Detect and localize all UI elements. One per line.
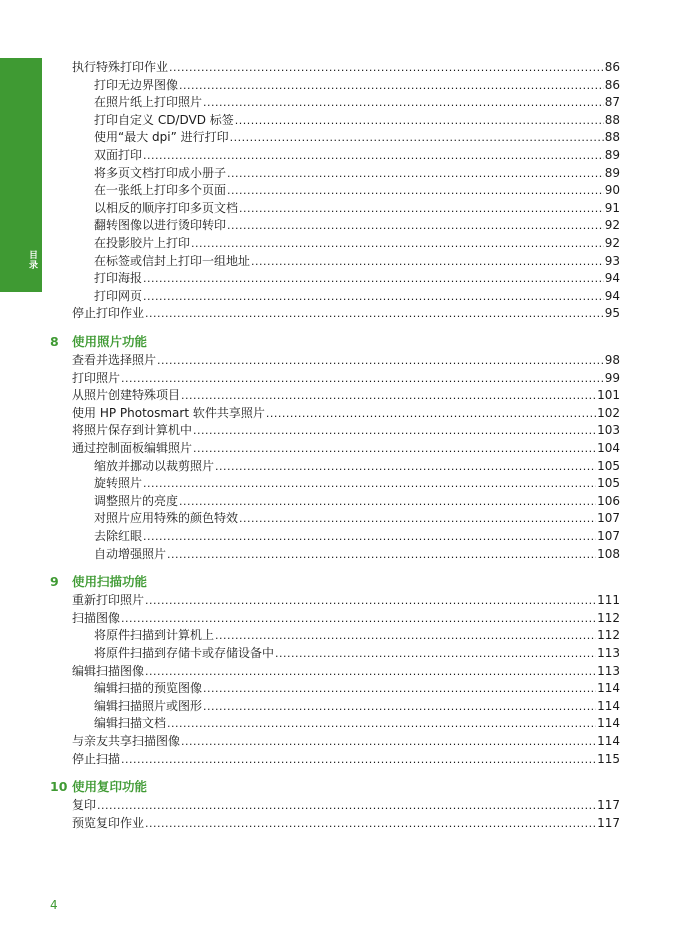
toc-entry[interactable] xyxy=(94,181,620,199)
dot-leader xyxy=(145,304,604,322)
toc-entry-title: 打印网页 xyxy=(94,288,143,303)
toc-entry[interactable] xyxy=(72,351,620,369)
toc-entry-title: 以相反的顺序打印多页文档 xyxy=(94,200,239,215)
toc-entry-page: 113 xyxy=(597,663,620,678)
toc-entry[interactable] xyxy=(94,146,620,164)
toc-entry-page: 90 xyxy=(604,183,620,198)
dot-leader xyxy=(203,679,596,697)
dot-leader xyxy=(181,732,596,750)
dot-leader xyxy=(167,714,596,732)
toc-entry-page: 114 xyxy=(597,681,620,696)
toc-entry-page: 112 xyxy=(597,610,620,625)
toc-entry-title: 停止扫描 xyxy=(72,751,121,766)
toc-entry-page: 115 xyxy=(597,751,620,766)
toc-entry-page: 105 xyxy=(597,458,620,473)
toc-entry-page: 92 xyxy=(604,218,620,233)
toc-entry-title: 编辑扫描图像 xyxy=(72,663,145,678)
toc-entry[interactable] xyxy=(94,714,620,732)
dot-leader xyxy=(167,545,596,563)
toc-entry[interactable] xyxy=(72,421,620,439)
page-number: 4 xyxy=(50,898,58,912)
toc-entry[interactable] xyxy=(72,58,620,76)
chapter-title: 使用复印功能 xyxy=(72,779,148,795)
dot-leader xyxy=(227,216,604,234)
chapter-number: 10 xyxy=(50,779,68,795)
toc-entry-title: 在照片纸上打印照片 xyxy=(94,95,203,110)
toc-entry[interactable] xyxy=(94,216,620,234)
dot-leader xyxy=(145,814,596,832)
toc-entry-title: 预览复印作业 xyxy=(72,815,145,830)
toc-entry[interactable] xyxy=(72,369,620,387)
dot-leader xyxy=(143,474,596,492)
toc-entry-title: 对照片应用特殊的颜色特效 xyxy=(94,511,239,526)
toc-entry-title: 通过控制面板编辑照片 xyxy=(72,441,193,455)
toc-entry[interactable] xyxy=(72,386,620,404)
toc-entry[interactable] xyxy=(72,750,620,768)
dot-leader xyxy=(203,697,596,715)
dot-leader xyxy=(179,76,604,94)
toc-entry-title: 扫描图像 xyxy=(72,610,121,625)
toc-entry-page: 91 xyxy=(604,200,620,215)
toc-entry-page: 86 xyxy=(604,60,620,74)
chapter-heading[interactable] xyxy=(50,573,147,591)
toc-entry-page: 94 xyxy=(604,288,620,303)
toc-entry-page: 102 xyxy=(597,405,620,420)
dot-leader xyxy=(181,386,596,404)
toc-entry-title: 编辑扫描文档 xyxy=(94,716,167,731)
toc-entry-page: 117 xyxy=(597,815,620,830)
toc-entry-page: 107 xyxy=(597,511,620,526)
toc-entry-page: 95 xyxy=(604,306,620,321)
toc-entry-page: 108 xyxy=(597,546,620,561)
dot-leader xyxy=(121,369,604,387)
dot-leader xyxy=(227,164,604,182)
toc-entry[interactable] xyxy=(72,609,620,627)
toc-entry-title: 自动增强照片 xyxy=(94,546,167,561)
toc-entry[interactable] xyxy=(94,76,620,94)
toc-entry[interactable] xyxy=(94,128,620,146)
toc-entry[interactable] xyxy=(94,474,620,492)
toc-entry-title: 执行特殊打印作业 xyxy=(72,60,169,74)
toc-entry-page: 111 xyxy=(597,593,620,608)
dot-leader xyxy=(143,287,604,305)
toc-entry-title: 与亲友共享扫描图像 xyxy=(72,734,181,748)
toc-entry[interactable] xyxy=(72,439,620,457)
toc-entry-page: 88 xyxy=(604,112,620,127)
toc-entry-title: 去除红眼 xyxy=(94,529,143,543)
toc-entry-page: 117 xyxy=(597,798,620,813)
dot-leader xyxy=(145,662,596,680)
dot-leader xyxy=(251,252,604,270)
toc-entry[interactable] xyxy=(94,287,620,305)
chapter-number: 8 xyxy=(50,334,59,349)
dot-leader xyxy=(239,509,596,527)
toc-entry-page: 112 xyxy=(597,628,620,643)
toc-entry-page: 98 xyxy=(604,353,620,367)
toc-entry-page: 113 xyxy=(597,646,620,660)
toc-entry-title: 将原件扫描到存储卡或存储设备中 xyxy=(94,646,275,660)
chapter-heading[interactable] xyxy=(50,333,147,351)
toc-entry[interactable] xyxy=(94,679,620,697)
toc-entry[interactable] xyxy=(94,111,620,129)
toc-entry[interactable] xyxy=(72,404,620,422)
toc-entry-title: 停止打印作业 xyxy=(72,306,145,321)
dot-leader xyxy=(143,146,604,164)
toc-entry-page: 94 xyxy=(604,271,620,286)
toc-entry-page: 103 xyxy=(597,423,620,438)
toc-entry-title: 编辑扫描照片或图形 xyxy=(94,698,203,713)
toc-entry[interactable] xyxy=(94,234,620,252)
dot-leader xyxy=(169,58,604,76)
toc-entry-title: 使用“最大 dpi” 进行打印 xyxy=(94,130,229,145)
dot-leader xyxy=(215,457,596,475)
toc-entry-title: 在一张纸上打印多个页面 xyxy=(94,183,227,198)
toc-entry[interactable] xyxy=(94,545,620,563)
dot-leader xyxy=(227,181,604,199)
dot-leader xyxy=(215,626,596,644)
toc-entry-page: 106 xyxy=(597,493,620,508)
toc-entry-title: 编辑扫描的预览图像 xyxy=(94,681,203,696)
toc-entry[interactable] xyxy=(94,644,620,662)
dot-leader xyxy=(230,128,604,146)
dot-leader xyxy=(145,591,596,609)
toc-entry-page: 86 xyxy=(604,77,620,92)
side-tab-label: 目录 xyxy=(27,250,37,270)
toc-entry-page: 89 xyxy=(604,165,620,180)
chapter-heading[interactable] xyxy=(50,778,147,796)
toc-entry-title: 双面打印 xyxy=(94,148,143,162)
chapter-title: 使用照片功能 xyxy=(72,334,148,349)
toc-entry-title: 缩放并挪动以裁剪照片 xyxy=(94,458,215,473)
toc-entry-title: 将多页文档打印成小册子 xyxy=(94,165,227,180)
dot-leader xyxy=(121,609,596,627)
toc-entry-title: 从照片创建特殊项目 xyxy=(72,388,181,403)
dot-leader xyxy=(157,351,604,369)
toc-entry[interactable] xyxy=(94,252,620,270)
dot-leader xyxy=(203,93,604,111)
toc-entry-title: 打印照片 xyxy=(72,370,121,385)
toc-entry-page: 114 xyxy=(597,716,620,731)
toc-entry[interactable] xyxy=(94,269,620,287)
dot-leader xyxy=(193,439,596,457)
dot-leader xyxy=(143,527,596,545)
toc-entry[interactable] xyxy=(72,732,620,750)
toc-entry-title: 使用 HP Photosmart 软件共享照片 xyxy=(72,405,265,420)
toc-entry[interactable] xyxy=(72,591,620,609)
toc-entry[interactable] xyxy=(94,164,620,182)
toc-entry-title: 打印无边界图像 xyxy=(94,77,179,92)
dot-leader xyxy=(97,796,596,814)
dot-leader xyxy=(275,644,596,662)
toc-entry-page: 107 xyxy=(597,529,620,543)
toc-entry-title: 重新打印照片 xyxy=(72,593,145,608)
toc-entry[interactable] xyxy=(94,457,620,475)
toc-entry-page: 105 xyxy=(597,476,620,491)
toc-entry-title: 复印 xyxy=(72,798,97,813)
toc-entry-title: 翻转图像以进行烫印转印 xyxy=(94,218,227,233)
toc-entry[interactable] xyxy=(94,93,620,111)
toc-entry-page: 93 xyxy=(604,253,620,268)
dot-leader xyxy=(193,421,596,439)
toc-entry-page: 92 xyxy=(604,236,620,250)
toc-entry[interactable] xyxy=(94,199,620,217)
dot-leader xyxy=(121,750,596,768)
dot-leader xyxy=(179,492,596,510)
toc-entry[interactable] xyxy=(94,626,620,644)
toc-entry-page: 114 xyxy=(597,698,620,713)
dot-leader xyxy=(239,199,604,217)
toc-entry[interactable] xyxy=(94,492,620,510)
toc-entry-page: 101 xyxy=(597,388,620,403)
toc-entry-page: 89 xyxy=(604,148,620,162)
toc-entry[interactable] xyxy=(94,697,620,715)
chapter-title: 使用扫描功能 xyxy=(72,574,148,590)
toc-entry-title: 查看并选择照片 xyxy=(72,353,157,367)
dot-leader xyxy=(143,269,604,287)
toc-entry[interactable] xyxy=(72,796,620,814)
toc-entry[interactable] xyxy=(72,304,620,322)
chapter-number: 9 xyxy=(50,574,59,590)
toc-entry-title: 将原件扫描到计算机上 xyxy=(94,628,215,643)
toc-entry-title: 旋转照片 xyxy=(94,476,143,491)
toc-entry-page: 99 xyxy=(604,370,620,385)
toc-entry-page: 104 xyxy=(597,441,620,455)
toc-entry-title: 在标签或信封上打印一组地址 xyxy=(94,253,251,268)
toc-entry-title: 在投影胶片上打印 xyxy=(94,236,191,250)
toc-entry[interactable] xyxy=(94,527,620,545)
toc-entry-page: 114 xyxy=(597,734,620,748)
toc-entry[interactable] xyxy=(72,662,620,680)
dot-leader xyxy=(235,111,604,129)
toc-entry[interactable] xyxy=(72,814,620,832)
toc-entry[interactable] xyxy=(94,509,620,527)
toc-entry-page: 88 xyxy=(604,130,620,145)
toc-entry-title: 调整照片的亮度 xyxy=(94,493,179,508)
dot-leader xyxy=(266,404,596,422)
toc-entry-title: 打印海报 xyxy=(94,271,143,286)
dot-leader xyxy=(191,234,604,252)
toc-entry-title: 将照片保存到计算机中 xyxy=(72,423,193,438)
toc-entry-title: 打印自定义 CD/DVD 标签 xyxy=(94,112,234,127)
toc-entry-page: 87 xyxy=(604,95,620,110)
